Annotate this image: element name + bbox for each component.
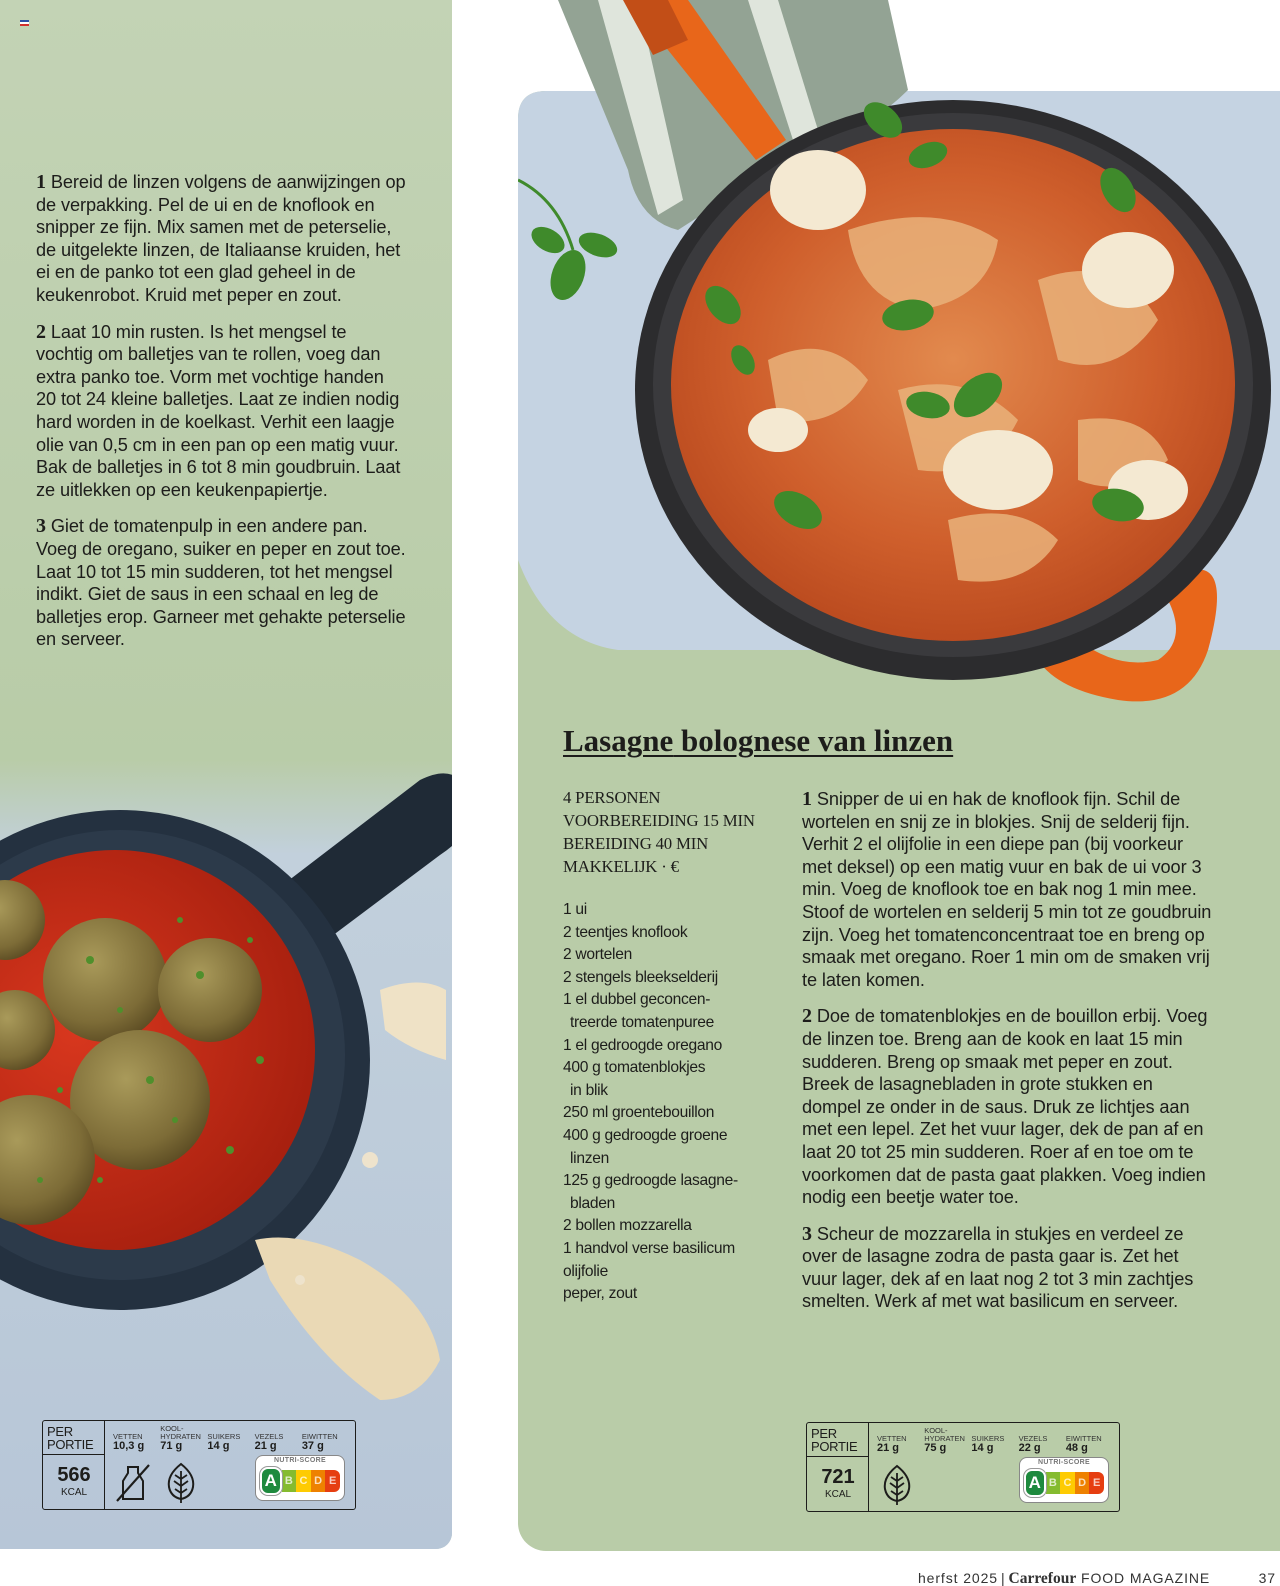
nutrient-label: VETTEN bbox=[877, 1433, 907, 1443]
portie-label: PORTIE bbox=[811, 1439, 858, 1454]
ingredient-text-continued: bladen bbox=[570, 1194, 616, 1212]
nutrient-label: KOOL- HYDRATEN bbox=[160, 1424, 201, 1441]
nutri-score-c: C bbox=[1060, 1472, 1075, 1494]
nutrient-value: 75 g bbox=[924, 1442, 947, 1454]
prep-time: VOORBEREIDING 15 MIN bbox=[563, 811, 755, 830]
nutrient-label: KOOL- HYDRATEN bbox=[924, 1426, 965, 1443]
season: herfst 2025 bbox=[918, 1570, 998, 1586]
per-portion bbox=[807, 1423, 869, 1511]
left-panel bbox=[0, 0, 452, 1549]
step: 3 Giet de tomatenpulp in een andere pan. Voeg de oregano, suiker en peper en zout toe. Laat 10 tot 15 min sudderen, tot het mengsel indikt. Giet de saus in een schaal en leg de balletjes erop. Garneer met gehakte peterselie en serveer. bbox=[36, 515, 406, 650]
ingredient-text: 1 el dubbel geconcen- bbox=[563, 991, 711, 1009]
ingredient-item bbox=[563, 1215, 783, 1238]
nutrient-value: 71 g bbox=[160, 1440, 183, 1452]
per-label: PER bbox=[47, 1424, 73, 1439]
ingredient-item bbox=[563, 922, 783, 945]
nutri-score-title: NUTRI-SCORE bbox=[274, 1457, 326, 1464]
kcal-unit: KCAL bbox=[60, 1487, 88, 1498]
step: 3 Scheur de mozzarella in stukjes en verdeel ze over de lasagne zodra de pasta gaar is. Zet het vuur lager, dek af en laat nog 2 tot 3 min zachtjes smelten. Werk af met wat basilicum en serveer. bbox=[802, 1222, 1194, 1312]
kcal-unit: KCAL bbox=[824, 1489, 852, 1500]
nutrient-label: VEZELS bbox=[1018, 1433, 1048, 1443]
per-label: PER bbox=[811, 1426, 837, 1441]
footer-separator: | bbox=[1000, 1570, 1006, 1586]
ingredient-item bbox=[563, 1170, 783, 1215]
nutri-score-badge bbox=[255, 1455, 345, 1501]
nutrient-label: EIWITTEN bbox=[301, 1431, 338, 1441]
nutrient-columns bbox=[877, 1427, 1113, 1457]
vegetarian-leaf-icon bbox=[161, 1461, 201, 1505]
per-portion bbox=[43, 1421, 105, 1509]
flag-icon bbox=[20, 20, 29, 26]
ingredient-text: 1 ui bbox=[563, 901, 587, 918]
ingredient-text: 2 bollen mozzarella bbox=[563, 1217, 692, 1235]
ingredient-item bbox=[563, 1125, 783, 1170]
nutri-score-a: A bbox=[1024, 1469, 1046, 1497]
nutrient-value: 22 g bbox=[1018, 1442, 1041, 1454]
step: 2 Doe de tomatenblokjes en de bouillon erbij. Voeg de linzen toe. Breng aan de kook en laat 15 min sudderen. Breng op smaak met peper en zout. Breek de lasagnebladen in grote stukken en dompel ze onder in de saus. Druk ze lichtjes aan met een lepel. Zet het vuur lager, dek de pan af en laat 20 tot 25 min sudderen. Roer af en toe om te voorkomen dat de pasta gaat plakken. Voeg indien nodig een beetje water toe. bbox=[802, 1005, 1208, 1208]
ingredient-text: 1 el gedroogde oregano bbox=[563, 1036, 723, 1054]
nutrient-value: 14 g bbox=[971, 1442, 994, 1454]
step: 1 Snipper de ui en hak de knoflook fijn. Schil de wortelen en snij ze in blokjes. Snij de selderij fijn. Verhit 2 el olijfolie in een diepe pan (bij voorkeur met deksel) op een matig vuur en bak de ui voor 3 min. Voeg de knoflook toe en bak nog 1 min mee. Stoof de wortelen en selderij 5 min tot ze goudbruin zijn. Voeg het tomatenconcentraat toe en breng op smaak met oregano. Roer 1 min om de smaken vrij te laten komen. bbox=[802, 788, 1212, 990]
nutrition-box bbox=[806, 1422, 1120, 1512]
ingredient-list bbox=[563, 899, 783, 1306]
nutri-score-c: C bbox=[296, 1470, 311, 1492]
ingredient-text: peper, zout bbox=[563, 1285, 637, 1303]
ingredient-text: 2 teentjes knoflook bbox=[563, 923, 688, 941]
ingredient-item bbox=[563, 1057, 783, 1102]
nutrient-label: VEZELS bbox=[254, 1431, 284, 1441]
vegetarian-leaf-icon bbox=[877, 1463, 917, 1507]
ingredient-item bbox=[563, 967, 783, 990]
step: 2 Laat 10 min rusten. Is het mengsel te vochtig om balletjes van te rollen, voeg dan extra panko toe. Vorm met vochtige handen 20 tot 24 kleine balletjes. Laat ze indien nodig hard worden in de koelkast. Verhit een laagje olie van 0,5 cm in een pan op een matig vuur. Bak de balletjes in 6 tot 8 min goudbruin. Laat ze uitlekken op een keukenpapiertje. bbox=[36, 320, 401, 500]
ingredient-text: olijfolie bbox=[563, 1262, 608, 1280]
nutrient-value: 10,3 g bbox=[113, 1440, 145, 1452]
ingredient-text: 400 g tomatenblokjes bbox=[563, 1059, 706, 1077]
no-dairy-icon bbox=[113, 1461, 153, 1505]
ingredient-item bbox=[563, 899, 783, 922]
ingredient-text: 2 wortelen bbox=[563, 946, 632, 964]
ingredient-text: 125 g gedroogde lasagne- bbox=[563, 1172, 738, 1190]
difficulty: MAKKELIJK · € bbox=[563, 857, 679, 876]
ingredient-text-continued: linzen bbox=[570, 1149, 609, 1167]
nutrient-value: 21 g bbox=[254, 1440, 277, 1452]
nutrient-label: EIWITTEN bbox=[1065, 1433, 1102, 1443]
kcal-value: 566 bbox=[57, 1464, 91, 1486]
nutri-score-d: D bbox=[1075, 1472, 1090, 1494]
ingredient-text: 2 stengels bleekselderij bbox=[563, 968, 718, 986]
ingredient-item bbox=[563, 1035, 783, 1058]
portie-label: PORTIE bbox=[47, 1437, 94, 1452]
nutrient-label: SUIKERS bbox=[207, 1431, 241, 1441]
step: 1 Bereid de linzen volgens de aanwijzingen op de verpakking. Pel de ui en de knoflook en snipper ze fijn. Mix samen met de peterselie, de uitgelekte linzen, de Italiaanse kruiden, het ei en de panko tot een glad geheel in de keukenrobot. Kruid met peper en zout. bbox=[36, 171, 406, 305]
ingredient-item bbox=[563, 944, 783, 967]
recipe-meta bbox=[563, 786, 783, 878]
nutrient-value: 14 g bbox=[207, 1440, 230, 1452]
nutri-score-e: E bbox=[1089, 1472, 1104, 1494]
nutrient-value: 21 g bbox=[877, 1442, 900, 1454]
nutrient-columns bbox=[113, 1425, 349, 1455]
nutri-score-e: E bbox=[325, 1470, 340, 1492]
nutrient-value: 37 g bbox=[301, 1440, 324, 1452]
servings: 4 PERSONEN bbox=[563, 788, 661, 807]
magazine-name: FOOD MAGAZINE bbox=[1081, 1570, 1211, 1586]
kcal-value: 721 bbox=[821, 1466, 855, 1488]
nutri-score-d: D bbox=[311, 1470, 326, 1492]
cook-time: BEREIDING 40 MIN bbox=[563, 834, 709, 853]
ingredient-item bbox=[563, 989, 783, 1034]
meatball-steps bbox=[36, 171, 408, 665]
nutri-score-a: A bbox=[260, 1467, 282, 1495]
nutrient-label: SUIKERS bbox=[971, 1433, 1005, 1443]
ingredient-item bbox=[563, 1283, 783, 1306]
brand-logo: Carrefour bbox=[1008, 1570, 1077, 1586]
ingredient-text: 400 g gedroogde groene bbox=[563, 1126, 728, 1144]
ingredient-item bbox=[563, 1261, 783, 1284]
page-number: 37 bbox=[1258, 1570, 1276, 1586]
nutri-score-b: B bbox=[1046, 1472, 1061, 1494]
nutrition-box bbox=[42, 1420, 356, 1510]
nutrient-value: 48 g bbox=[1065, 1442, 1088, 1454]
ingredient-text-continued: treerde tomatenpuree bbox=[570, 1013, 714, 1031]
ingredient-text-continued: in blik bbox=[570, 1081, 608, 1099]
nutrient-label: VETTEN bbox=[113, 1431, 143, 1441]
ingredient-item bbox=[563, 1238, 783, 1261]
ingredient-item bbox=[563, 1102, 783, 1125]
nutri-score-badge bbox=[1019, 1457, 1109, 1503]
lasagne-photo bbox=[518, 0, 1280, 720]
nutri-score-title: NUTRI-SCORE bbox=[1038, 1459, 1090, 1466]
lasagne-steps bbox=[802, 788, 1214, 1327]
recipe-title: Lasagne bolognese van linzen bbox=[563, 723, 954, 758]
page-footer bbox=[918, 1570, 1280, 1586]
ingredient-text: 1 handvol verse basilicum bbox=[563, 1239, 735, 1257]
ingredient-text: 250 ml groentebouillon bbox=[563, 1104, 715, 1122]
nutri-score-b: B bbox=[282, 1470, 297, 1492]
